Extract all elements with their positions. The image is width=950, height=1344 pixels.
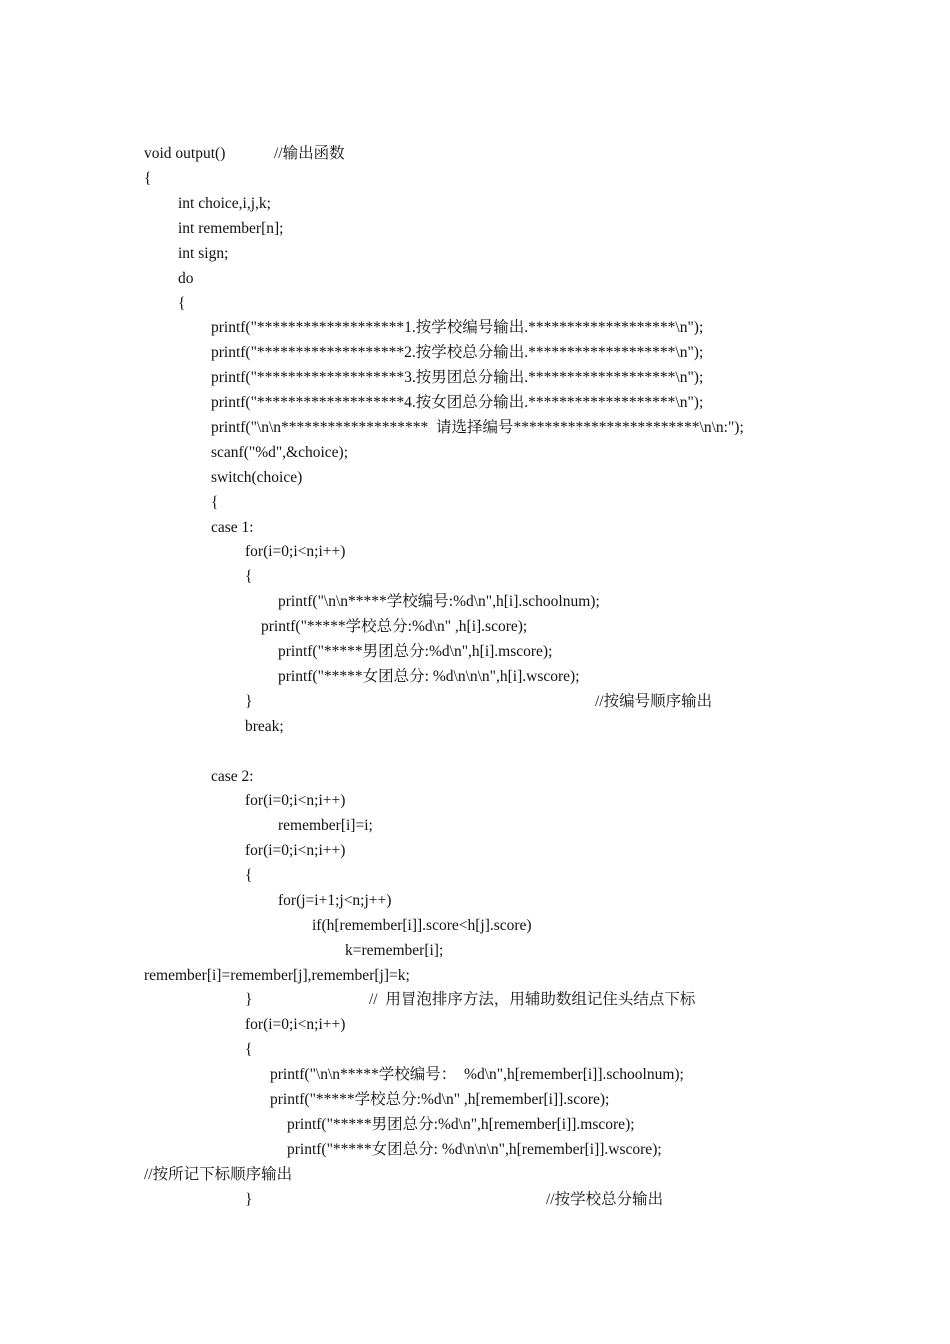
code-line-21: printf("*****男团总分:%d\n",h[i].mscore); <box>278 643 553 660</box>
code-line-40: printf("*****女团总分: %d\n\n\n",h[remember[i]].wscore); <box>287 1141 662 1158</box>
comment-output-function: //输出函数 <box>274 145 345 162</box>
code-line-29: { <box>245 867 253 884</box>
comment-by-number-order: //按编号顺序输出 <box>595 693 713 710</box>
comment-by-school-total: //按学校总分输出 <box>546 1191 664 1208</box>
code-line-31: if(h[remember[i]].score<h[j].score) <box>312 917 532 934</box>
code-line-5: int sign; <box>178 245 229 262</box>
code-line-36: { <box>245 1041 253 1058</box>
code-line-1: void output() <box>144 145 226 162</box>
code-line-38: printf("*****学校总分:%d\n" ,h[remember[i]].score); <box>270 1091 610 1108</box>
code-line-15: { <box>211 494 219 511</box>
code-line-42: } <box>245 1191 253 1208</box>
code-line-19: printf("\n\n*****学校编号:%d\n",h[i].schoolnum); <box>278 593 600 610</box>
code-line-25: case 2: <box>211 768 254 785</box>
code-line-18: { <box>245 568 253 585</box>
code-line-22: printf("*****女团总分: %d\n\n\n",h[i].wscore); <box>278 668 580 685</box>
code-line-3: int choice,i,j,k; <box>178 195 271 212</box>
code-line-39: printf("*****男团总分:%d\n",h[remember[i]].mscore); <box>287 1116 635 1133</box>
code-line-2: { <box>144 170 152 187</box>
code-line-4: int remember[n]; <box>178 220 284 237</box>
code-line-26: for(i=0;i<n;i++) <box>245 792 346 809</box>
code-line-41: //按所记下标顺序输出 <box>144 1166 293 1183</box>
code-line-7: { <box>178 295 186 312</box>
code-line-35: for(i=0;i<n;i++) <box>245 1016 346 1033</box>
code-line-14: switch(choice) <box>211 469 303 486</box>
code-line-27: remember[i]=i; <box>278 817 373 834</box>
code-line-11: printf("*******************4.按女团总分输出.*******************\n"); <box>211 394 704 411</box>
code-line-10: printf("*******************3.按男团总分输出.*******************\n"); <box>211 369 704 386</box>
code-line-30: for(j=i+1;j<n;j++) <box>278 892 392 909</box>
code-line-17: for(i=0;i<n;i++) <box>245 543 346 560</box>
code-line-6: do <box>178 270 194 287</box>
code-line-12: printf("\n\n******************* 请选择编号************************\n\n:"); <box>211 419 744 436</box>
code-line-37: printf("\n\n*****学校编号： %d\n",h[remember[i]].schoolnum); <box>270 1066 684 1083</box>
code-line-9: printf("*******************2.按学校总分输出.*******************\n"); <box>211 344 704 361</box>
code-line-20: printf("*****学校总分:%d\n" ,h[i].score); <box>261 618 528 635</box>
code-line-8: printf("*******************1.按学校编号输出.*******************\n"); <box>211 319 704 336</box>
code-line-16: case 1: <box>211 519 254 536</box>
code-line-33: remember[i]=remember[j],remember[j]=k; <box>144 967 410 984</box>
code-line-24: break; <box>245 718 284 735</box>
code-line-23: } <box>245 693 253 710</box>
code-line-13: scanf("%d",&choice); <box>211 444 349 461</box>
code-line-32: k=remember[i]; <box>345 942 444 959</box>
comment-bubble-sort: // 用冒泡排序方法，用辅助数组记住头结点下标 <box>369 991 696 1008</box>
code-line-28: for(i=0;i<n;i++) <box>245 842 346 859</box>
code-line-34: } <box>245 991 253 1008</box>
